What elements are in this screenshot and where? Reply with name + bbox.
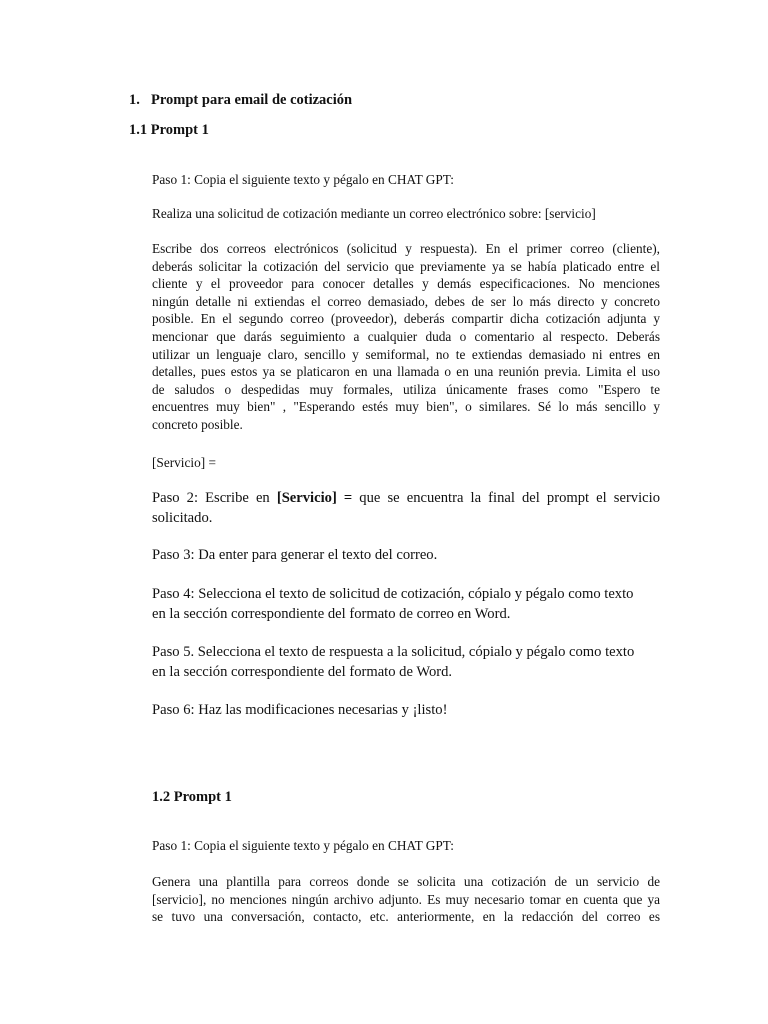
- instructions-line: cliente y el proveedor para conocer detalles y demás especificaciones. No menciones: [152, 276, 660, 292]
- subsection-heading-1-1: 1.1 Prompt 1: [129, 122, 209, 138]
- paso-2-text: [152, 489, 660, 528]
- paso-1-text: Paso 1: Copia el siguiente texto y pégalo en CHAT GPT:: [152, 172, 454, 187]
- paso-2-suffix: que se encuentra la final del prompt el servicio: [352, 490, 660, 506]
- paso-5-line: Paso 5. Selecciona el texto de respuesta a la solicitud, cópialo y pégalo como texto: [152, 644, 635, 660]
- paso-2-line: [152, 489, 660, 509]
- instructions-line: deberás solicitar la cotización del servicio que previamente ya se había platicado entre el: [152, 258, 660, 274]
- instructions-line: detalles, pues estos ya se platicaron en una llamada o en una reunión previa. Limita el uso: [152, 364, 660, 380]
- section-heading: [129, 92, 352, 109]
- paso-2-prefix: Paso 2: Escribe en: [152, 490, 277, 506]
- servicio-placeholder: [Servicio] =: [152, 455, 216, 470]
- instructions-line: ningún detalle ni extiendas el correo demasiado, debes de ser lo más directo y concreto: [152, 293, 660, 309]
- subsection-heading-1-2: 1.2 Prompt 1: [152, 789, 232, 805]
- paso-6-text: Paso 6: Haz las modificaciones necesarias y ¡listo!: [152, 702, 448, 718]
- template-line: [servicio], no menciones ningún archivo adjunto. Es muy necesario tomar en cuenta que ya: [152, 891, 660, 907]
- instructions-line: concreto posible.: [152, 416, 243, 432]
- request-text: Realiza una solicitud de cotización mediante un correo electrónico sobre: [servicio]: [152, 206, 596, 221]
- paso-4-text: [152, 585, 660, 624]
- instructions-line: Escribe dos correos electrónicos (solicitud y respuesta). En el primer correo (cliente),: [152, 241, 660, 256]
- template-line: Genera una plantilla para correos donde se solicita una cotización de un servicio de: [152, 874, 660, 889]
- instructions-line: encuentres muy bien" , "Esperando estés muy bien", o similares. Sé lo más sencillo y: [152, 399, 660, 415]
- paso-1-text-2: Paso 1: Copia el siguiente texto y pégalo en CHAT GPT:: [152, 838, 454, 853]
- paso-5-text: [152, 643, 660, 682]
- paso-5-line: en la sección correspondiente del formato de Word.: [152, 663, 453, 680]
- instructions-line: posible. En el segundo correo (proveedor), deberás compartir dicha cotización adjunta y: [152, 311, 660, 327]
- instructions-line: de saludos o despedidas muy formales, utiliza únicamente frases como "Espero te: [152, 381, 660, 397]
- paso-2-line: solicitado.: [152, 509, 213, 526]
- paso-4-line: Paso 4: Selecciona el texto de solicitud de cotización, cópialo y pégalo como texto: [152, 586, 634, 602]
- instructions-line: mencionar que darás seguimiento a cualquier duda o comentario al respecto. Deberás: [152, 328, 660, 344]
- instructions-paragraph: [152, 240, 660, 434]
- section-title: Prompt para email de cotización: [151, 92, 353, 108]
- paso-3-text: Paso 3: Da enter para generar el texto del correo.: [152, 547, 438, 563]
- paso-4-line: en la sección correspondiente del formato de correo en Word.: [152, 605, 511, 622]
- template-paragraph: [152, 873, 660, 926]
- section-number: 1.: [129, 92, 140, 108]
- template-line: se tuvo una conversación, contacto, etc. anteriormente, en la redacción del correo es: [152, 909, 660, 925]
- paso-2-bold: [Servicio] =: [276, 490, 353, 506]
- instructions-line: utilizar un lenguaje claro, sencillo y semiformal, no te extiendas demasiado ni entres en: [152, 346, 660, 362]
